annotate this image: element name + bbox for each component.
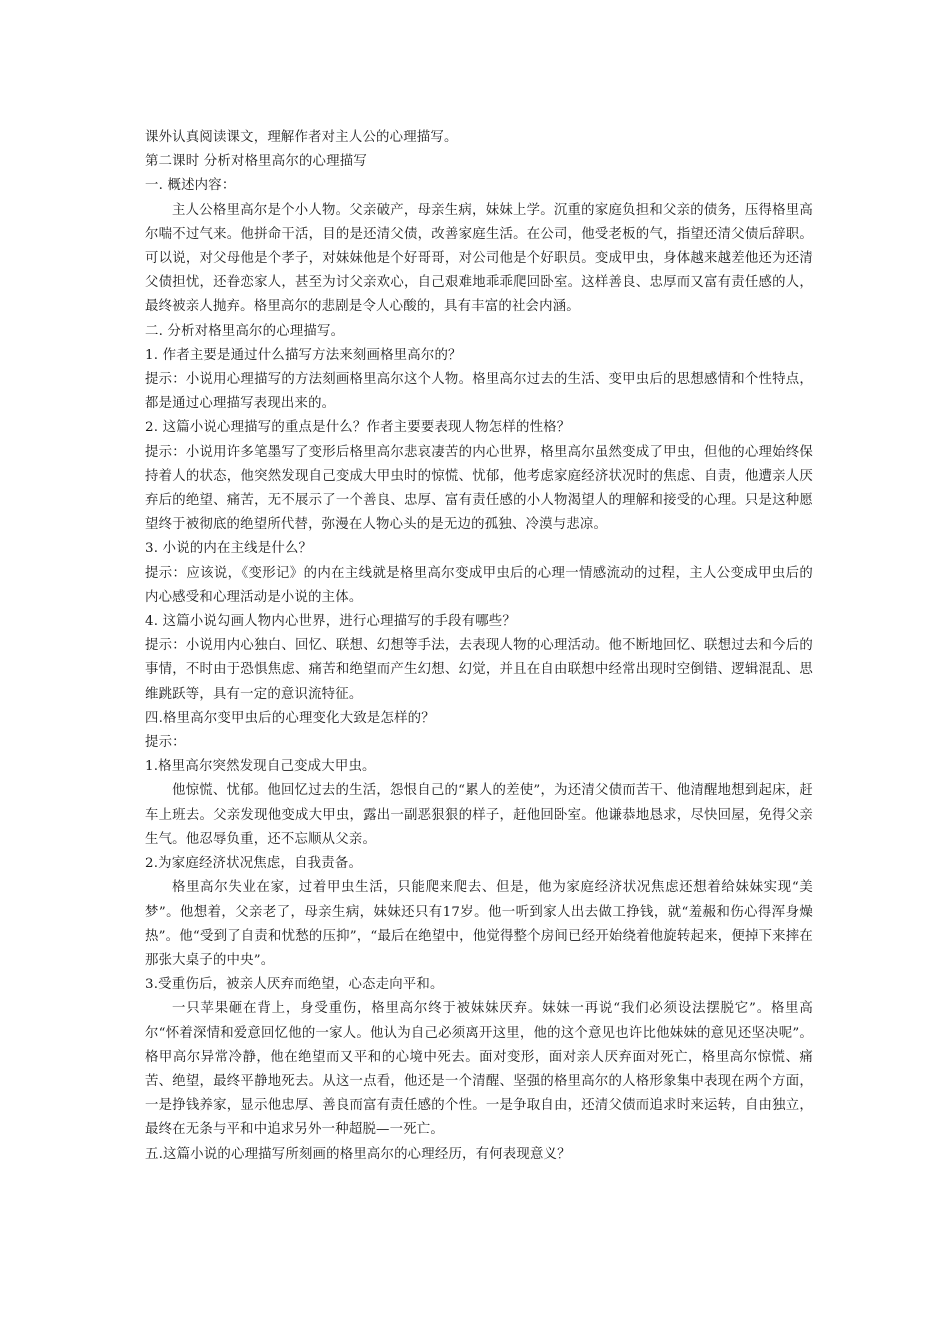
- change-3-body: 一只苹果砸在背上，身受重伤，格里高尔终于被妹妹厌弃。妹妹一再说“我们必须设法摆脱它”。格里高尔“怀着深情和爱意回忆他的一家人。他认为自己必须离开这里，他的这个意见也许比他妹妹的意见还坚决呢”。格甲高尔异常冷静，他在绝望而又平和的心境中死去。面对变形，面对亲人厌弃面对死亡，格里高尔惊慌、痛苦、绝望，最终平静地死去。从这一点看，他还是一个清醒、坚强的格里高尔的人格形象集中表现在两个方面，一是挣钱养家，显示他忠厚、善良而富有责任感的个性。一是争取自由，还清父债而追求时来运转，自由独立，最终在无条与平和中追求另外一种超脱—一死亡。: [145, 1001, 813, 1138]
- change-1-body: 他惊慌、忧郁。他回忆过去的生活，怨恨自己的“累人的差使”，为还清父债而苦干、他清醒地想到起床，赶车上班去。父亲发现他变成大甲虫，露出一副恶狠狠的样子，赶他回卧室。他谦恭地恳求，尽快回屋，免得父亲生气。他忍辱负重，还不忘顺从父亲。: [145, 783, 813, 847]
- section-1-title: 一. 概述内容：: [145, 178, 236, 194]
- section-4-hint: 提示：: [145, 735, 186, 751]
- section-5-title: 五.这篇小说的心理描写所刻画的格里高尔的心理经历，有何表现意义？: [145, 1146, 571, 1162]
- section-4-title: 四.格里高尔变甲虫后的心理变化大致是怎样的？: [145, 710, 435, 726]
- change-3-title: 3.受重伤后，被亲人厌弃而绝望，心态走向平和。: [145, 977, 444, 993]
- question-1: 1. 作者主要是通过什么描写方法来刻画格里高尔的？: [145, 347, 462, 363]
- question-2: 2. 这篇小说心理描写的重点是什么？作者主要要表现人物怎样的性格？: [145, 420, 571, 436]
- answer-4: 提示：小说用内心独白、回忆、联想、幻想等手法，去表现人物的心理活动。他不断地回忆、联想过去和今后的事情，不时由于恐惧焦虑、痛苦和绝望而产生幻想、幻觉，并且在自由联想中经常出现时空倒错、逻辑混乱、思维跳跃等，具有一定的意识流特征。: [145, 638, 813, 702]
- change-2-title: 2.为家庭经济状况焦虑，自我责备。: [145, 856, 363, 872]
- answer-3: 提示：应该说，《变形记》的内在主线就是格里高尔变成甲虫后的心理一情感流动的过程，主人公变成甲虫后的内心感受和心理活动是小说的主体。: [145, 565, 813, 605]
- question-3: 3. 小说的内在主线是什么？: [145, 541, 313, 557]
- answer-1: 提示：小说用心理描写的方法刻画格里高尔这个人物。格里高尔过去的生活、变甲虫后的思想感情和个性特点，都是通过心理描写表现出来的。: [145, 372, 813, 412]
- answer-2: 提示：小说用许多笔墨写了变形后格里高尔悲哀凄苦的内心世界，格里高尔虽然变成了甲虫，但他的心理始终保持着人的状态，他突然发现自己变成大甲虫时的惊慌、忧郁，他考虑家庭经济状况时的焦虑、自责，他遭亲人厌弃后的绝望、痛苦，无不展示了一个善良、忠厚、富有责任感的小人物渴望人的理解和接受的心理。只是这种愿望终于被彻底的绝望所代替，弥漫在人物心头的是无边的孤独、冷漠与悲凉。: [145, 444, 813, 533]
- question-4: 4. 这篇小说勾画人物内心世界，进行心理描写的手段有哪些？: [145, 614, 516, 630]
- document-page: [145, 126, 813, 1167]
- section-2-title: 二. 分析对格里高尔的心理描写。: [145, 323, 345, 339]
- section-1-body: 主人公格里高尔是个小人物。父亲破产，母亲生病，妹妹上学。沉重的家庭负担和父亲的债务，压得格里高尔喘不过气来。他拼命干活，目的是还清父债，改善家庭生活。在公司，他受老板的气，指望还清父债后辞职。可以说，对父母他是个孝子，对妹妹他是个好哥哥，对公司他是个好职员。变成甲虫，身体越来越差他还为还清父债担忧，还眷恋家人，甚至为讨父亲欢心，自己艰难地乖乖爬回卧室。这样善良、忠厚而又富有责任感的人，最终被亲人抛弃。格里高尔的悲剧是令人心酸的，具有丰富的社会内涵。: [145, 202, 813, 315]
- change-2-body: 格里高尔失业在家，过着甲虫生活，只能爬来爬去、但是，他为家庭经济状况焦虑还想着给妹妹实现“美梦”。他想着，父亲老了，母亲生病，妹妹还只有17岁。他一听到家人出去做工挣钱，就“羞赧和伤心得浑身燥热”。他“受到了自责和忧愁的压抑”，“最后在绝望中，他觉得整个房间已经开始绕着他旋转起来，便掉下来摔在那张大桌子的中央”。: [145, 880, 813, 968]
- change-1-title: 1.格里高尔突然发现自己变成大甲虫。: [145, 759, 376, 775]
- intro-line: 课外认真阅读课文，理解作者对主人公的心理描写。: [145, 130, 458, 145]
- lesson-title: 第二课时 分析对格里高尔的心理描写: [145, 154, 367, 170]
